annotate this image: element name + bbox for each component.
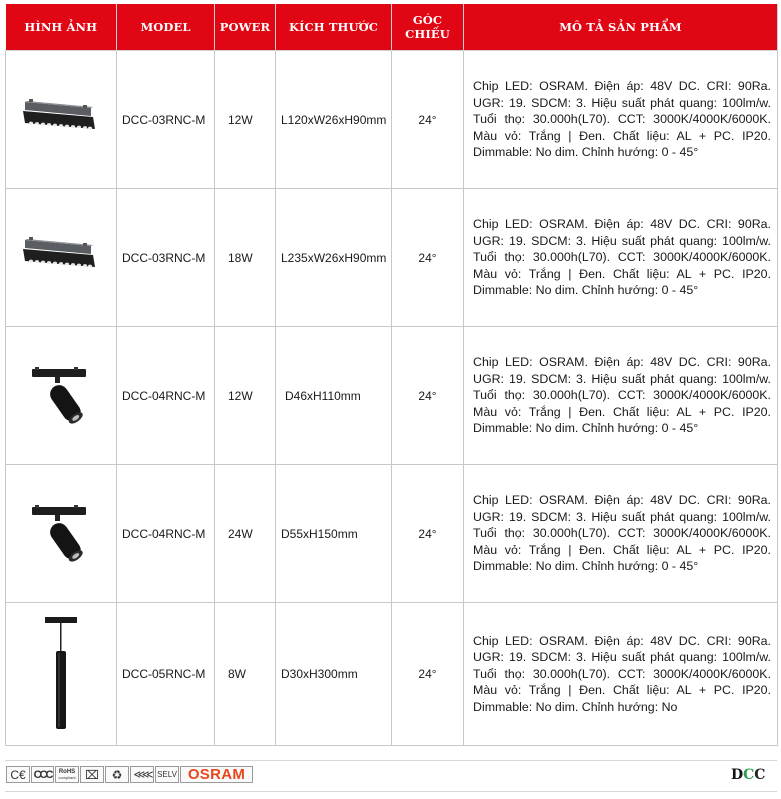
footer-divider-bottom: [5, 791, 777, 792]
brand-letter: C: [743, 767, 755, 783]
weee-bin-icon: ⌧: [80, 766, 104, 783]
beam-angle-cell: 24°: [392, 327, 464, 465]
table-row: [6, 51, 778, 189]
beam-angle-cell: 24°: [392, 603, 464, 746]
table-row: [6, 327, 778, 465]
power-cell: 12W: [215, 327, 276, 465]
brand-letter: C: [754, 767, 766, 783]
pendant-track-light-icon: [41, 615, 81, 731]
table-header-row: [6, 4, 778, 51]
footer-divider-top: [5, 760, 777, 761]
description-cell: Chip LED: OSRAM. Điện áp: 48V DC. CRI: 90Ra. UGR: 19. SDCM: 3. Hiệu suất phát quang: 100lm/w. Tuổi thọ: 30.000h(L70). CCT: 3000K/4000K/6000K. Màu vỏ: Trắng | Đen. Chất liệu: AL + PC. IP20. Dimmable: No dim. Chỉnh hướng: No: [464, 603, 778, 746]
beam-angle-cell: 24°: [392, 189, 464, 327]
linear-track-spot-icon: [21, 236, 101, 276]
size-cell: L235xW26xH90mm: [276, 189, 392, 327]
header-model: MODEL: [117, 4, 215, 51]
product-image-cell: [6, 51, 117, 189]
beam-angle-cell: 24°: [392, 51, 464, 189]
model-cell: DCC-05RNC-M: [117, 603, 215, 746]
cylinder-track-spot-icon: [26, 359, 96, 429]
model-cell: DCC-03RNC-M: [117, 189, 215, 327]
table-row: [6, 189, 778, 327]
size-cell: D30xH300mm: [276, 603, 392, 746]
header-size: KÍCH THƯỚC: [276, 4, 392, 51]
cylinder-track-spot-icon: [26, 497, 96, 567]
table-row: [6, 603, 778, 746]
ce-mark-icon: C€: [6, 766, 30, 783]
power-cell: 24W: [215, 465, 276, 603]
beam-angle-cell: 24°: [392, 465, 464, 603]
product-image-cell: [6, 327, 117, 465]
size-cell: L120xW26xH90mm: [276, 51, 392, 189]
header-power: POWER: [215, 4, 276, 51]
header-beam-angle: GÓC CHIẾU: [392, 4, 464, 51]
size-cell: D55xH150mm: [276, 465, 392, 603]
dcc-brand-logo: [731, 768, 765, 782]
description-cell: Chip LED: OSRAM. Điện áp: 48V DC. CRI: 90Ra. UGR: 19. SDCM: 3. Hiệu suất phát quang: 100lm/w. Tuổi thọ: 30.000h(L70). CCT: 3000K/4000K/6000K. Màu vỏ: Trắng | Đen. Chất liệu: AL + PC. IP20. Dimmable: No dim. Chỉnh hướng: 0 - 45°: [464, 189, 778, 327]
power-cell: 8W: [215, 603, 276, 746]
selv-icon: SELV: [155, 766, 179, 783]
description-cell: Chip LED: OSRAM. Điện áp: 48V DC. CRI: 90Ra. UGR: 19. SDCM: 3. Hiệu suất phát quang: 100lm/w. Tuổi thọ: 30.000h(L70). CCT: 3000K/4000K/6000K. Màu vỏ: Trắng | Đen. Chất liệu: AL + PC. IP20. Dimmable: No dim. Chỉnh hướng: 0 - 45°: [464, 465, 778, 603]
model-cell: DCC-04RNC-M: [117, 327, 215, 465]
header-description: MÔ TẢ SẢN PHẨM: [464, 4, 778, 51]
model-cell: DCC-04RNC-M: [117, 465, 215, 603]
size-cell: D46xH110mm: [276, 327, 392, 465]
product-image-cell: [6, 603, 117, 746]
rohs-icon: [55, 766, 79, 783]
recycle-icon: ♻: [105, 766, 129, 783]
rohs-label: RoHS: [58, 768, 76, 775]
ccc-mark-icon: CCC: [31, 766, 54, 783]
class-iii-icon: ≪≪: [130, 766, 154, 783]
model-cell: DCC-03RNC-M: [117, 51, 215, 189]
description-cell: Chip LED: OSRAM. Điện áp: 48V DC. CRI: 90Ra. UGR: 19. SDCM: 3. Hiệu suất phát quang: 100lm/w. Tuổi thọ: 30.000h(L70). CCT: 3000K/4000K/6000K. Màu vỏ: Trắng | Đen. Chất liệu: AL + PC. IP20. Dimmable: No dim. Chỉnh hướng: 0 - 45°: [464, 327, 778, 465]
product-image-cell: [6, 189, 117, 327]
power-cell: 12W: [215, 51, 276, 189]
description-cell: Chip LED: OSRAM. Điện áp: 48V DC. CRI: 90Ra. UGR: 19. SDCM: 3. Hiệu suất phát quang: 100lm/w. Tuổi thọ: 30.000h(L70). CCT: 3000K/4000K/6000K. Màu vỏ: Trắng | Đen. Chất liệu: AL + PC. IP20. Dimmable: No dim. Chỉnh hướng: 0 - 45°: [464, 51, 778, 189]
linear-track-spot-icon: [21, 98, 101, 138]
brand-letter: D: [731, 767, 744, 783]
table-row: [6, 465, 778, 603]
header-image: HÌNH ẢNH: [6, 4, 117, 51]
rohs-sublabel: compliant: [58, 774, 76, 780]
power-cell: 18W: [215, 189, 276, 327]
product-image-cell: [6, 465, 117, 603]
osram-logo: OSRAM: [180, 766, 253, 783]
product-spec-table: [5, 4, 778, 746]
certification-badges: [6, 766, 253, 783]
